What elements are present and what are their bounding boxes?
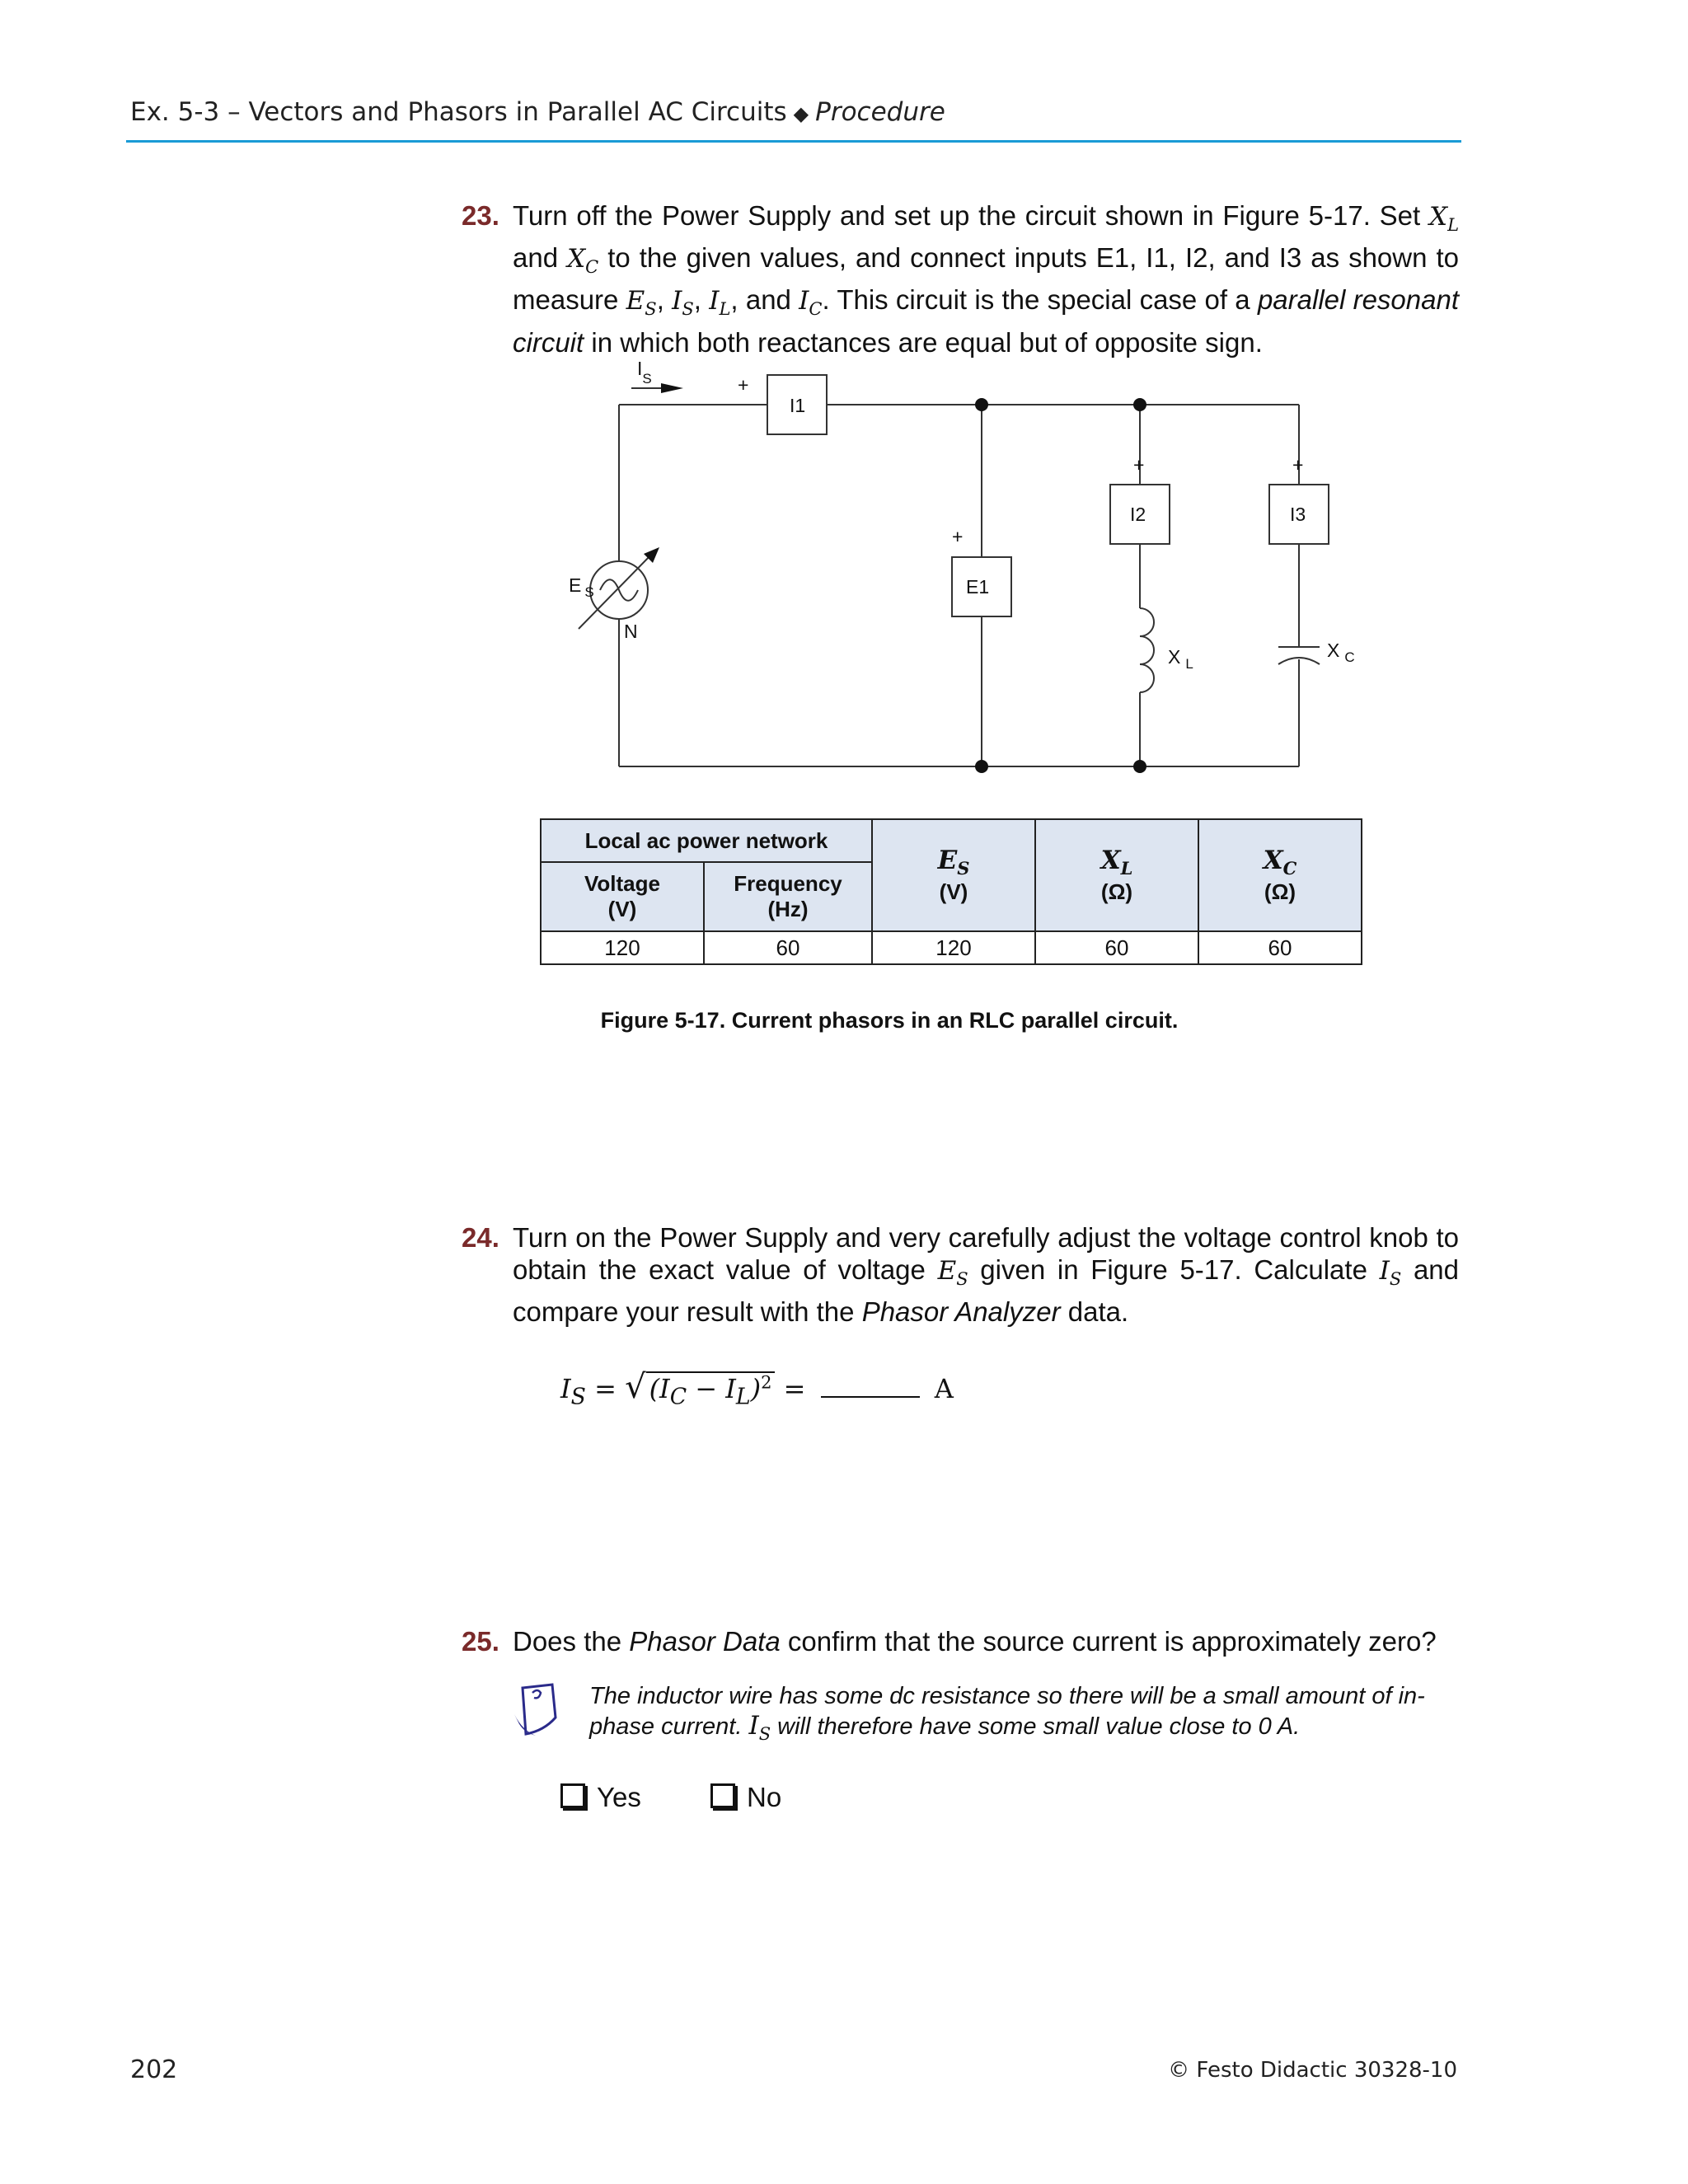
label-xl: X $_L$ xyxy=(1168,646,1193,672)
yes-checkbox[interactable]: Yes xyxy=(560,1782,641,1813)
group-header: Local ac power network xyxy=(541,819,872,862)
inductor-xl xyxy=(1140,608,1154,692)
exercise-title: Ex. 5-3 – Vectors and Phasors in Parallel AC Circuits xyxy=(130,97,787,127)
table-cell: 60 xyxy=(1035,931,1198,964)
junction-dot xyxy=(975,398,988,411)
answer-blank[interactable] xyxy=(821,1396,920,1398)
step-23 xyxy=(462,199,1459,359)
answer-choices xyxy=(560,1782,843,1813)
xc-header: $X_C$ (Ω) xyxy=(1198,819,1362,931)
step-text: Does the Phasor Data confirm that the source current is approximately zero? xyxy=(513,1626,1437,1657)
math-xl: $X_L$ xyxy=(1428,202,1460,236)
label-es: E $_S$ xyxy=(569,574,594,600)
math-ic: $I_C$ xyxy=(799,286,823,320)
emphasis: Phasor Data xyxy=(629,1626,781,1657)
header-rule xyxy=(126,140,1461,143)
label-e1: E1 xyxy=(966,576,990,598)
label-i3: I3 xyxy=(1290,504,1306,525)
note xyxy=(511,1681,1467,1749)
emphasis: parallel resonant circuit xyxy=(513,284,1460,358)
math-es: $E_S$ xyxy=(937,1256,968,1290)
label-n: N xyxy=(624,621,638,642)
step-text: Turn off the Power Supply and set up the circuit shown in Figure 5-17. Set $X_L$ and $X_C$ to the given values, and connect inputs E1, I1, I2, and I3 as shown to measure $E_S$, $I_S$, $I_L$, and $I_C$. This circuit is the special case of a parallel resonant circuit in which both reactances are equal but of opposite sign. xyxy=(513,200,1460,358)
emphasis: Phasor Analyzer xyxy=(861,1296,1061,1328)
current-arrow-icon xyxy=(661,383,683,393)
table-cell: 60 xyxy=(1198,931,1362,964)
label-i2: I2 xyxy=(1130,504,1146,525)
running-header xyxy=(130,97,945,127)
math-is: $I_S$ xyxy=(748,1711,771,1745)
plus-sign: + xyxy=(1133,454,1145,476)
figure-caption: Figure 5-17. Current phasors in an RLC parallel circuit. xyxy=(600,1008,1179,1033)
math-es: $E_S$ xyxy=(626,286,657,320)
no-checkbox[interactable]: No xyxy=(710,1782,781,1813)
plus-sign: + xyxy=(1292,454,1304,476)
note-icon xyxy=(511,1681,564,1741)
step-number: 24. xyxy=(462,1222,499,1253)
step-number: 25. xyxy=(462,1626,499,1657)
step-number: 23. xyxy=(462,200,499,231)
junction-dot xyxy=(975,760,988,773)
math-is: $I_S$ xyxy=(1379,1256,1402,1290)
section-title: Procedure xyxy=(815,97,945,127)
frequency-header: Frequency (Hz) xyxy=(704,862,872,931)
math-is: $I_S$ xyxy=(672,286,694,320)
copyright: © Festo Didactic 30328-10 xyxy=(1168,2058,1457,2083)
note-text: The inductor wire has some dc resistance so there will be a small amount of in-phase current. $I_S$ will therefore have some small value close to 0 A. xyxy=(589,1683,1425,1745)
junction-dot xyxy=(1133,398,1146,411)
voltage-header: Voltage (V) xyxy=(541,862,704,931)
label-is: $I_S$ xyxy=(637,358,652,387)
circuit-diagram xyxy=(519,346,1475,791)
es-header: $E_S$ (V) xyxy=(872,819,1035,931)
table-cell: 60 xyxy=(704,931,872,964)
is-formula: $I_S$ = √ $(I_C - I_L)^2 = A$ xyxy=(560,1368,954,1410)
parameter-table xyxy=(540,818,1362,965)
junction-dot xyxy=(1133,760,1146,773)
unit-label: A xyxy=(934,1373,954,1404)
xl-header: $X_L$ (Ω) xyxy=(1035,819,1198,931)
math-il: $I_L$ xyxy=(709,286,731,320)
step-24 xyxy=(462,1221,1459,1328)
math-xc: $X_C$ xyxy=(567,244,599,278)
page-number: 202 xyxy=(130,2055,178,2084)
diamond-icon: ◆ xyxy=(793,102,809,125)
label-xc: X $_C$ xyxy=(1327,640,1355,665)
plus-sign: + xyxy=(952,526,964,547)
label-i1: I1 xyxy=(790,395,806,416)
checkbox-icon[interactable] xyxy=(560,1783,585,1808)
table-cell: 120 xyxy=(541,931,704,964)
table-cell: 120 xyxy=(872,931,1035,964)
step-25 xyxy=(462,1625,1459,1657)
plus-sign: + xyxy=(738,374,749,396)
checkbox-icon[interactable] xyxy=(710,1783,735,1808)
step-text: Turn on the Power Supply and very carefully adjust the voltage control knob to obtain the exact value of voltage $E_S$ given in Figure 5-17. Calculate $I_S$ and compare your result with the Phasor Analyzer data. xyxy=(513,1222,1460,1328)
